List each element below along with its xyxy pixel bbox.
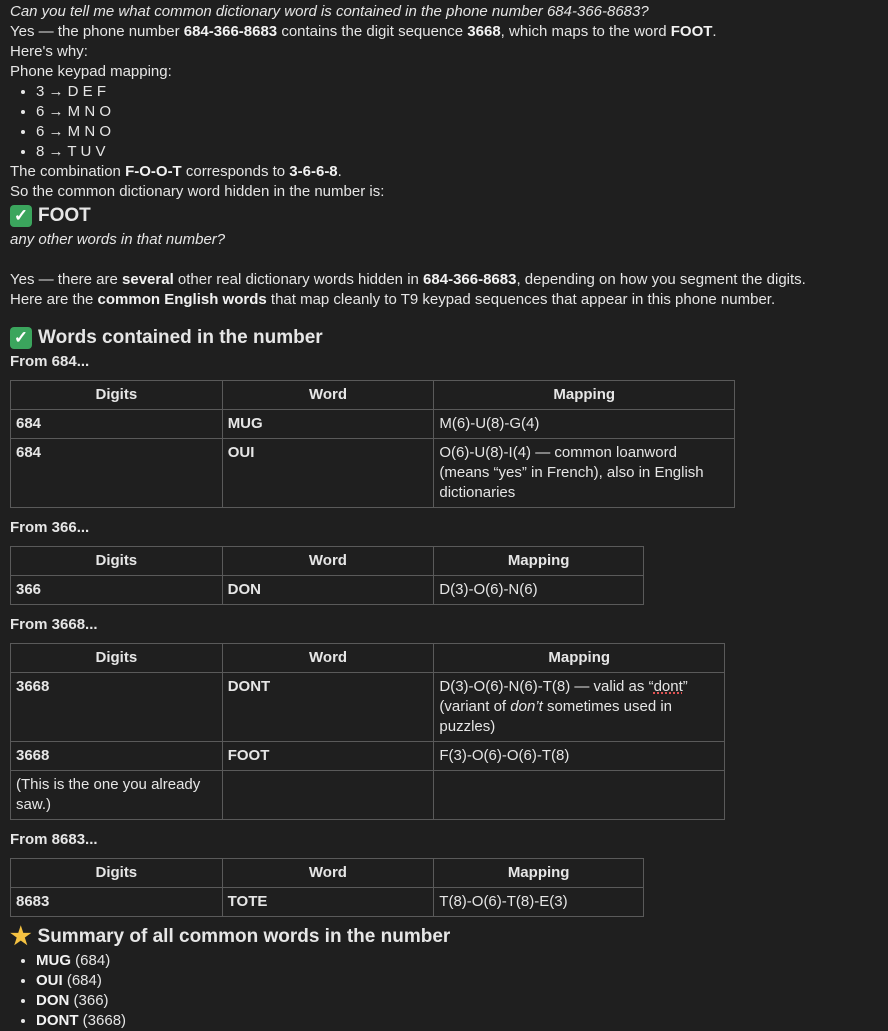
- table-684: [10, 380, 735, 508]
- table-row: [11, 576, 644, 605]
- table-header-row: [11, 381, 735, 410]
- column-header-digits: Digits: [11, 859, 223, 888]
- cell-digits: 684: [11, 410, 223, 439]
- check-mark-icon: ✓: [10, 327, 32, 349]
- table-row: [11, 439, 735, 508]
- words-heading: ✓ Words contained in the number: [10, 326, 888, 350]
- list-item: • 3 → D E F: [36, 82, 888, 102]
- column-header-word: Word: [222, 859, 434, 888]
- summary-list: [10, 951, 888, 1031]
- column-header-digits: Digits: [11, 644, 223, 673]
- cell-word: DON: [222, 576, 434, 605]
- hidden-word-line: So the common dictionary word hidden in the number is:: [10, 183, 385, 200]
- table-row: [11, 888, 644, 917]
- cell-word: MUG: [222, 410, 434, 439]
- list-item: • DON (366): [36, 991, 888, 1011]
- table-3668: [10, 643, 725, 820]
- cell-mapping: O(6)-U(8)-I(4) — common loanword (means “yes” in French), also in English dictionaries: [434, 439, 735, 508]
- cell-digits: 684: [11, 439, 223, 508]
- answer2-paragraph-1: Yes — there are several other real dictionary words hidden in 684-366-8683, depending on how you segment the digits.: [10, 271, 806, 288]
- cell-mapping: [434, 771, 725, 820]
- answer-word-heading: ✓ FOOT: [10, 204, 888, 228]
- column-header-mapping: Mapping: [434, 547, 644, 576]
- cell-digits: 3668: [11, 742, 223, 771]
- list-item: • OUI (684): [36, 971, 888, 991]
- combination-line: The combination F-O-O-T corresponds to 3-6-6-8.: [10, 163, 342, 180]
- answer-intro: Yes — the phone number 684-366-8683 contains the digit sequence 3668, which maps to the word FOOT.: [10, 23, 717, 40]
- table-8683: [10, 858, 644, 917]
- keypad-list: [10, 82, 888, 162]
- list-item: • MUG (684): [36, 951, 888, 971]
- list-item: • 6 → M N O: [36, 102, 888, 122]
- heres-why: Here's why:: [10, 43, 88, 60]
- user-question-2: any other words in that number?: [10, 231, 226, 248]
- cell-digits: 8683: [11, 888, 223, 917]
- cell-word: OUI: [222, 439, 434, 508]
- table-366: [10, 546, 644, 605]
- spellcheck-word: dont: [653, 678, 683, 695]
- cell-word: [222, 771, 434, 820]
- section-title-8683: From 8683...: [10, 831, 98, 848]
- table-row: [11, 742, 725, 771]
- cell-word: DONT: [222, 673, 434, 742]
- section-title-366: From 366...: [10, 519, 90, 536]
- section-title-3668: From 3668...: [10, 616, 98, 633]
- cell-digits: 366: [11, 576, 223, 605]
- column-header-word: Word: [222, 381, 434, 410]
- table-row: [11, 673, 725, 742]
- list-item: • 6 → M N O: [36, 122, 888, 142]
- cell-digits: 3668: [11, 673, 223, 742]
- cell-mapping: D(3)-O(6)-N(6): [434, 576, 644, 605]
- cell-mapping: M(6)-U(8)-G(4): [434, 410, 735, 439]
- cell-mapping: D(3)-O(6)-N(6)-T(8) — valid as “dont” (variant of don’t sometimes used in puzzles): [434, 673, 725, 742]
- table-header-row: [11, 547, 644, 576]
- column-header-mapping: Mapping: [434, 381, 735, 410]
- table-header-row: [11, 859, 644, 888]
- cell-mapping: T(8)-O(6)-T(8)-E(3): [434, 888, 644, 917]
- cell-digits: (This is the one you already saw.): [11, 771, 223, 820]
- keypad-label: Phone keypad mapping:: [10, 63, 172, 80]
- column-header-digits: Digits: [11, 547, 223, 576]
- list-item: • 8 → T U V: [36, 142, 888, 162]
- column-header-mapping: Mapping: [434, 859, 644, 888]
- answer2-paragraph-2: Here are the common English words that map cleanly to T9 keypad sequences that appear in this phone number.: [10, 291, 776, 308]
- column-header-digits: Digits: [11, 381, 223, 410]
- user-question-1: Can you tell me what common dictionary word is contained in the phone number 684-366-8683?: [10, 3, 649, 20]
- summary-heading: ★ Summary of all common words in the number: [10, 923, 451, 950]
- star-icon: ★: [10, 923, 32, 950]
- column-header-word: Word: [222, 644, 434, 673]
- section-title-684: From 684...: [10, 353, 90, 370]
- list-item: • DONT (3668): [36, 1011, 888, 1031]
- cell-word: FOOT: [222, 742, 434, 771]
- cell-mapping: F(3)-O(6)-O(6)-T(8): [434, 742, 725, 771]
- table-row: [11, 410, 735, 439]
- table-row: [11, 771, 725, 820]
- cell-word: TOTE: [222, 888, 434, 917]
- table-header-row: [11, 644, 725, 673]
- column-header-mapping: Mapping: [434, 644, 725, 673]
- check-mark-icon: ✓: [10, 205, 32, 227]
- column-header-word: Word: [222, 547, 434, 576]
